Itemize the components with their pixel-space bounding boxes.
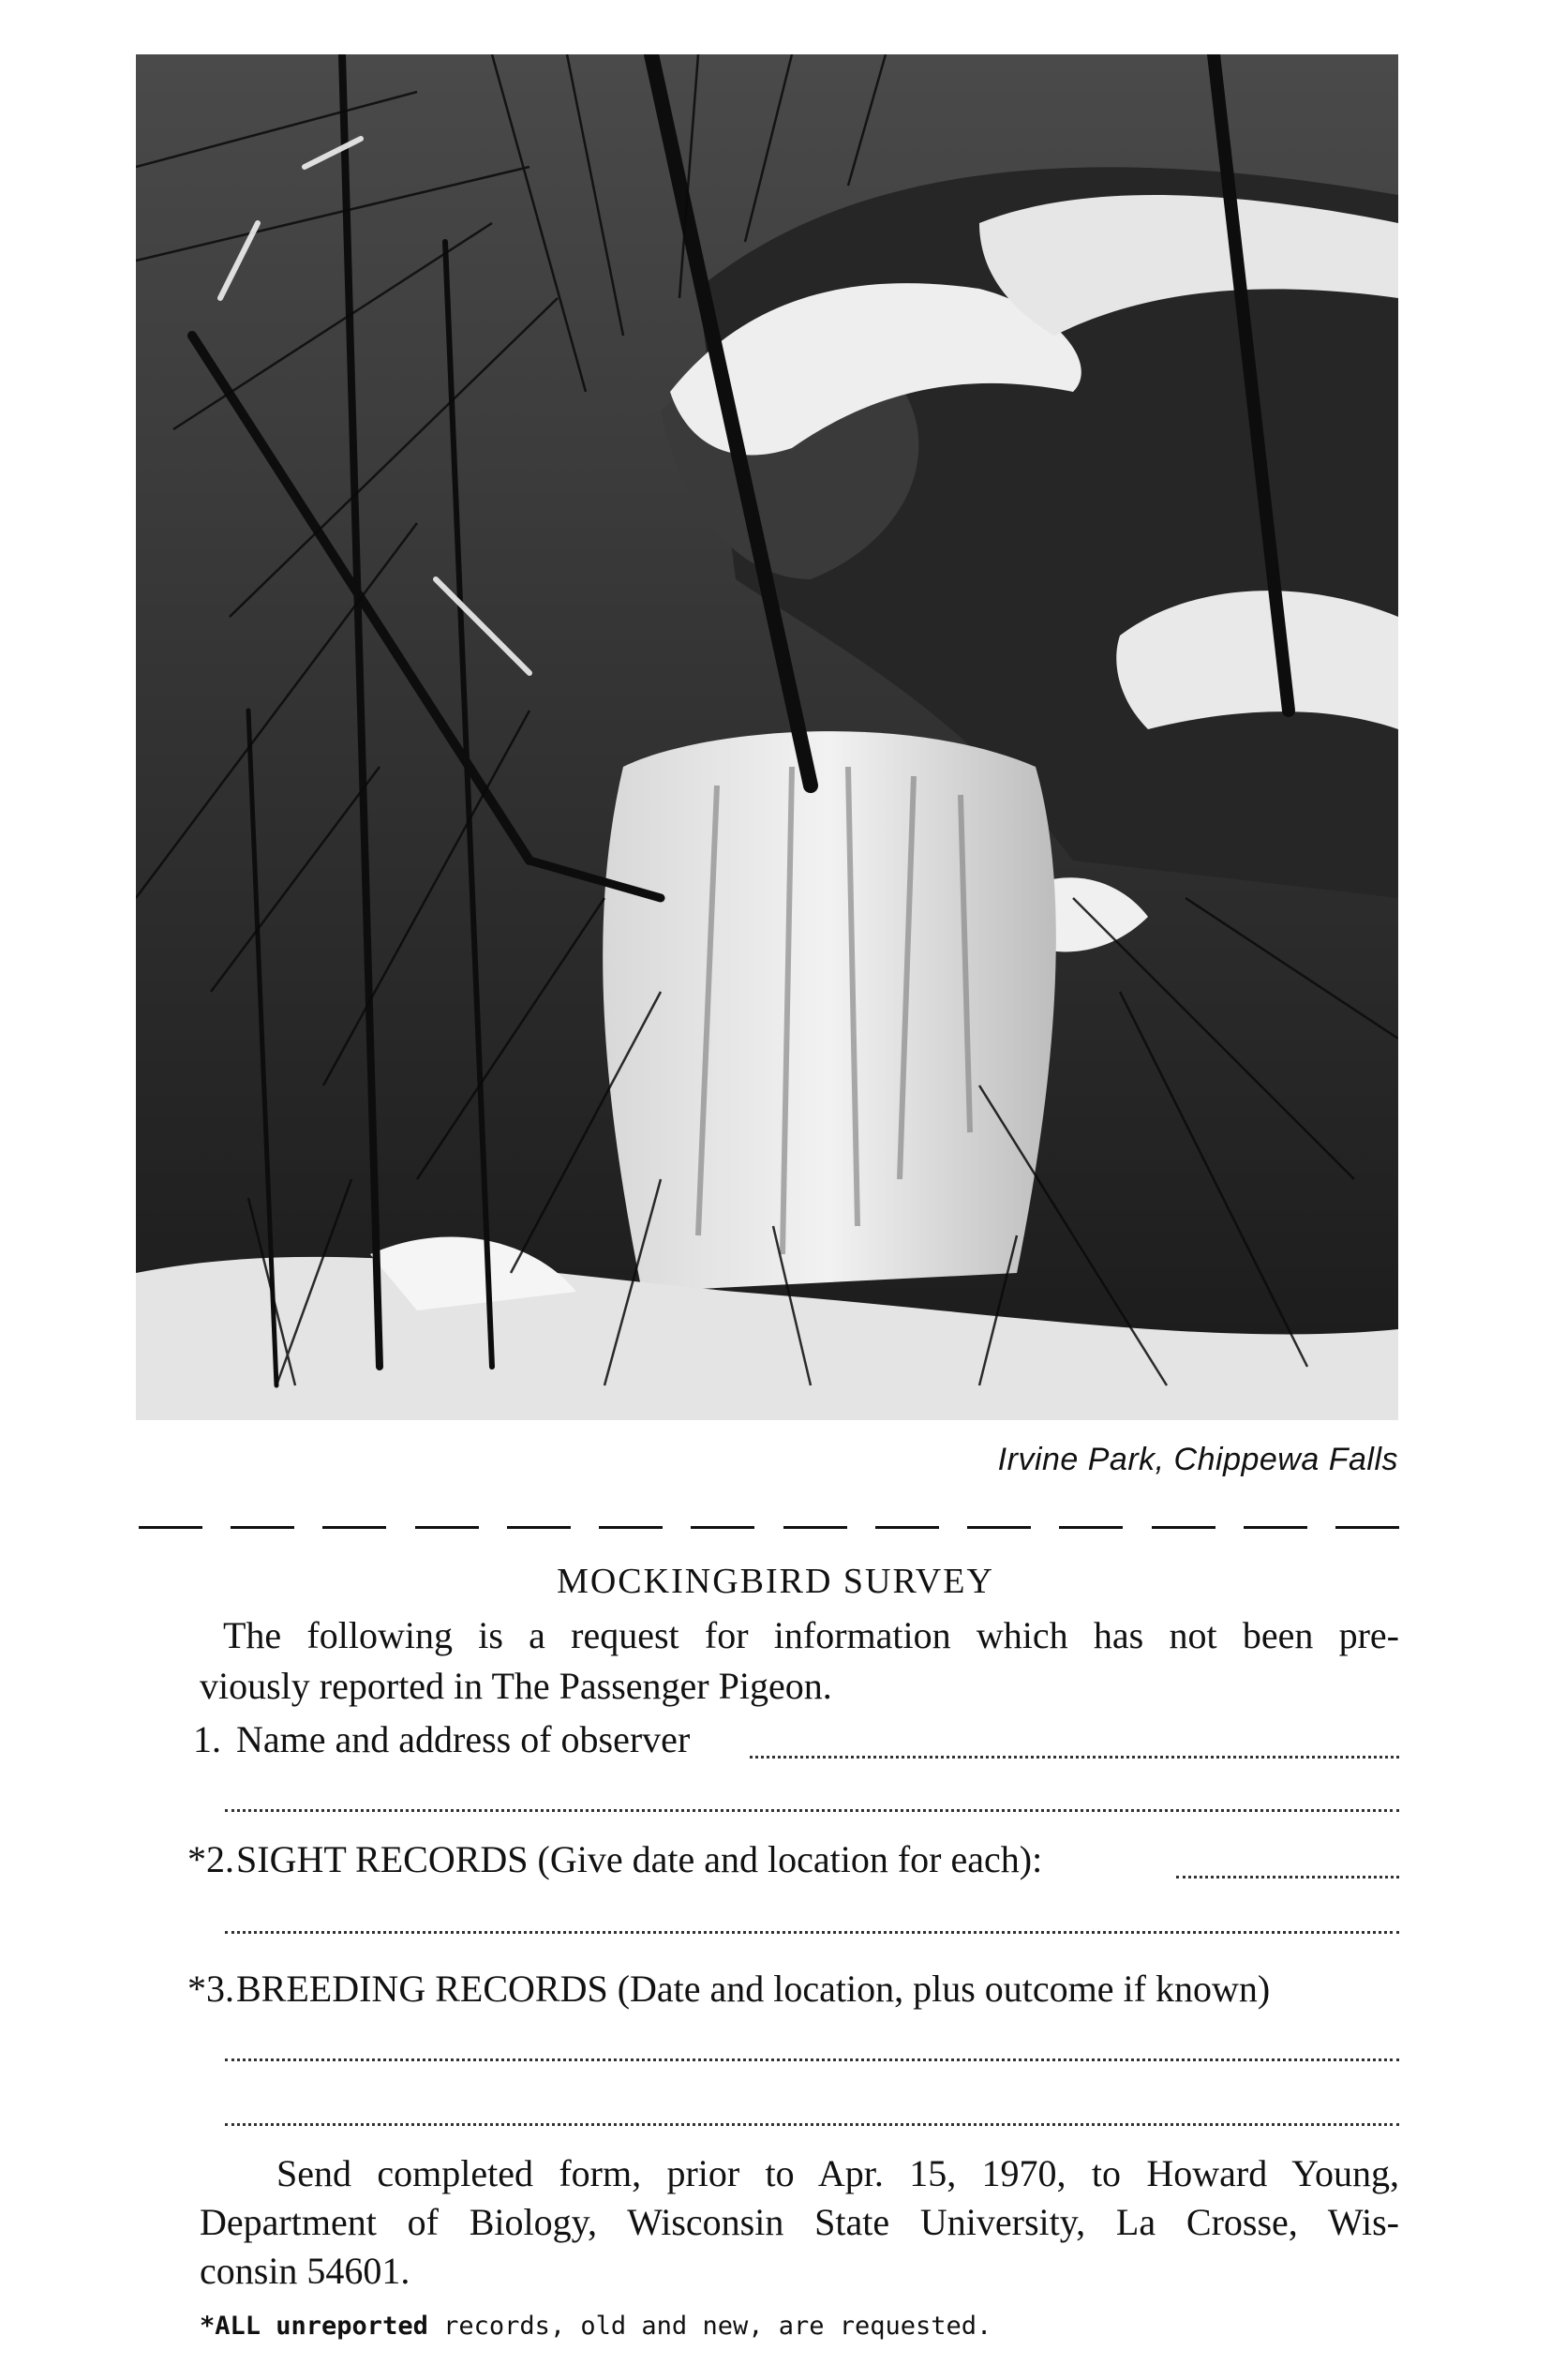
survey-intro bbox=[200, 1610, 1399, 1712]
form-item-sight-records bbox=[187, 1837, 1399, 1881]
intro-line-1: The following is a request for information which has not been pre- bbox=[223, 1614, 1399, 1656]
divider-dash bbox=[875, 1526, 939, 1529]
breeding-records-field-line-1[interactable] bbox=[225, 2058, 1399, 2061]
photo-illustration bbox=[136, 54, 1398, 1420]
photo-frozen-waterfall bbox=[136, 54, 1398, 1420]
send-instructions bbox=[200, 2149, 1399, 2296]
sight-records-field-line-1[interactable] bbox=[1176, 1876, 1399, 1879]
item-number: 1. bbox=[193, 1718, 221, 1760]
breeding-records-field-line-2[interactable] bbox=[225, 2123, 1399, 2126]
divider-dash bbox=[1244, 1526, 1307, 1529]
footnote-text: records, old and new, are requested. bbox=[427, 2312, 992, 2341]
form-item-breeding-records bbox=[187, 1967, 1399, 2011]
item-number: *2. bbox=[187, 1838, 234, 1880]
divider-dash bbox=[783, 1526, 847, 1529]
footnote bbox=[200, 2312, 992, 2341]
form-item-observer bbox=[187, 1717, 1399, 1761]
send-line-2: Department of Biology, Wisconsin State University, La Crosse, Wis- bbox=[200, 2201, 1399, 2243]
photo-caption: Irvine Park, Chippewa Falls bbox=[997, 1442, 1398, 1477]
intro-line-2: viously reported in The Passenger Pigeon. bbox=[200, 1665, 832, 1707]
survey-title: MOCKINGBIRD SURVEY bbox=[557, 1562, 994, 1601]
divider-dash bbox=[967, 1526, 1031, 1529]
divider-dash bbox=[231, 1526, 294, 1529]
observer-field-line-1[interactable] bbox=[750, 1756, 1399, 1759]
divider-dash bbox=[1152, 1526, 1215, 1529]
item-label: Name and address of observer bbox=[236, 1718, 691, 1760]
item-number: *3. bbox=[187, 1968, 234, 2010]
divider-dash bbox=[1059, 1526, 1123, 1529]
footnote-emphasis: *ALL unreported bbox=[200, 2312, 428, 2341]
divider-dash bbox=[599, 1526, 663, 1529]
send-line-1: Send completed form, prior to Apr. 15, 1970, to Howard Young, bbox=[276, 2152, 1399, 2194]
item-label: BREEDING RECORDS (Date and location, plus outcome if known) bbox=[236, 1968, 1271, 2010]
sight-records-field-line-2[interactable] bbox=[225, 1931, 1399, 1934]
divider-dash bbox=[415, 1526, 479, 1529]
item-label: SIGHT RECORDS (Give date and location for each): bbox=[236, 1838, 1043, 1880]
divider-dash bbox=[691, 1526, 754, 1529]
send-line-3: consin 54601. bbox=[200, 2250, 410, 2292]
divider-dash bbox=[1335, 1526, 1399, 1529]
observer-field-line-2[interactable] bbox=[225, 1809, 1399, 1812]
divider-dash bbox=[139, 1526, 202, 1529]
divider-dash bbox=[507, 1526, 571, 1529]
divider-dash bbox=[322, 1526, 386, 1529]
